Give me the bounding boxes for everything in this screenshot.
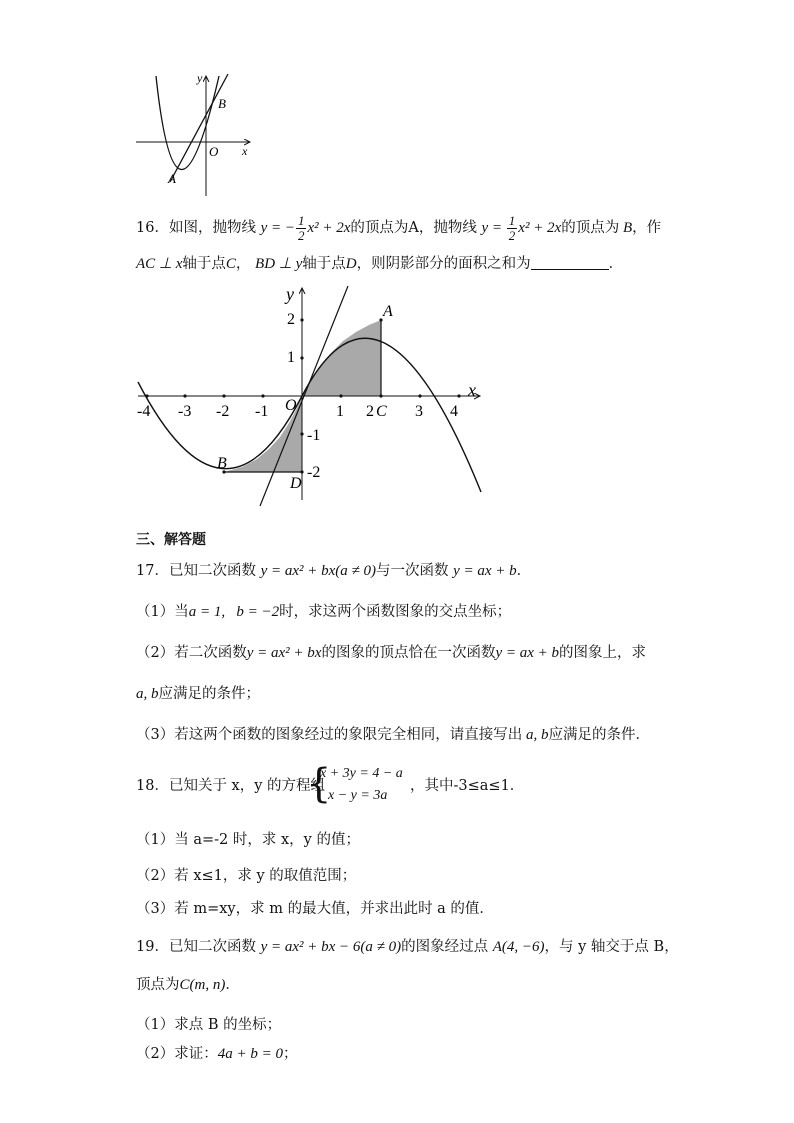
q18-equation-1: x + 3y = 4 − a bbox=[320, 766, 403, 781]
top-point-a-label: A bbox=[168, 171, 176, 186]
top-point-b-label: B bbox=[218, 96, 226, 111]
q16-point-c: C bbox=[225, 256, 236, 272]
q16-end: ． bbox=[608, 256, 624, 272]
q18-brace: { bbox=[306, 761, 332, 807]
q19-vertex: C(m, n) bbox=[179, 977, 226, 993]
shaded-region-right bbox=[302, 320, 381, 396]
x-tick-label: -2 bbox=[216, 403, 230, 420]
q16-number: 16． bbox=[136, 219, 169, 236]
x-tick-label: -3 bbox=[178, 403, 192, 420]
line-ab bbox=[170, 74, 228, 182]
fig16-origin-label: O bbox=[285, 397, 297, 414]
q18-part1: （1）当 a=-2 时，求 x，y 的值； bbox=[136, 832, 360, 848]
q17-p2c: 的图象上，求 bbox=[559, 645, 647, 661]
q16-parabola-b: y = $\frac{1}{2}$ x² + 2x bbox=[481, 213, 562, 243]
q16-answer-blank[interactable] bbox=[531, 255, 609, 270]
q19-point-a: A(4, −6) bbox=[492, 939, 545, 955]
q18-stem-a: 已知关于 x，y 的方程组 bbox=[168, 778, 326, 794]
q17-part3 bbox=[136, 725, 650, 745]
q19-number: 19． bbox=[136, 939, 169, 955]
top-origin-label: O bbox=[209, 144, 219, 159]
q19-stem-a: 已知二次函数 bbox=[168, 939, 256, 955]
q16-text-3: 的顶点为 bbox=[561, 219, 620, 236]
q16-point-b: B bbox=[619, 219, 633, 236]
q17-p2-quadratic: y = ax² + bx bbox=[246, 645, 322, 661]
q17-part2 bbox=[136, 643, 646, 663]
point-d-label: D bbox=[290, 475, 302, 492]
x-tick-label: -1 bbox=[255, 403, 269, 420]
point-a-label: A bbox=[383, 303, 393, 320]
q18-part2: （2）若 x≤1，求 y 的取值范围； bbox=[136, 868, 357, 884]
q19-stem bbox=[136, 937, 679, 957]
q17-stem-c: ． bbox=[516, 563, 532, 579]
q19-stem-d: 顶点为 bbox=[136, 977, 180, 993]
q16-bd-perp: BD ⊥ y bbox=[255, 256, 303, 272]
y-tick-label: -1 bbox=[307, 427, 321, 444]
top-figure bbox=[130, 68, 260, 200]
q17-stem bbox=[136, 561, 531, 581]
y-tick-label: 2 bbox=[287, 311, 295, 328]
q17-p2-ab: a, b bbox=[136, 686, 159, 702]
q17-stem-b: 与一次函数 bbox=[376, 563, 449, 579]
q19-stem-b: 的图象经过点 bbox=[401, 939, 489, 955]
q16-parabola-a: y = − $\frac{1}{2}$ x² + 2x bbox=[260, 213, 351, 243]
top-y-label: y bbox=[197, 71, 203, 85]
q16-point-d: D bbox=[345, 256, 357, 272]
fig16-y-label: y bbox=[286, 284, 294, 304]
q16-text-7: ，则阴影部分的面积之和为 bbox=[356, 256, 531, 272]
x-tick-label: -4 bbox=[137, 403, 151, 420]
q17-stem-a: 已知二次函数 bbox=[168, 563, 256, 579]
q17-part1 bbox=[136, 602, 511, 622]
q19-stem-c: ，与 y 轴交于点 B， bbox=[544, 939, 679, 955]
q16-text-6: 轴于点 bbox=[302, 256, 346, 272]
q18-equation-2: x − y = 3a bbox=[328, 788, 388, 803]
q19-part1: （1）求点 B 的坐标； bbox=[136, 1017, 282, 1033]
point-b-label: B bbox=[217, 455, 227, 472]
q17-linear: y = ax + b bbox=[453, 563, 517, 579]
q17-p2-linear: y = ax + b bbox=[495, 645, 560, 661]
x-tick-label: 3 bbox=[415, 403, 423, 420]
q17-part2-cont bbox=[136, 684, 260, 704]
q18-part3: （3）若 m=xy，求 m 的最大值，并求出此时 a 的值． bbox=[136, 901, 494, 917]
q17-p2b: 的图象的顶点恰在一次函数 bbox=[321, 645, 496, 661]
q17-p1b: 时，求这两个函数图象的交点坐标； bbox=[279, 604, 512, 620]
fig16-x-label: x bbox=[468, 380, 476, 400]
q16-line1 bbox=[136, 214, 661, 243]
q19-p2a: （2）求证： bbox=[136, 1046, 218, 1062]
q16-line2: AC ⊥ x轴于点C， BD ⊥ y轴于点D，则阴影部分的面积之和为 ． bbox=[136, 256, 624, 272]
q17-p3-ab: a, b bbox=[522, 727, 549, 743]
q19-stem-e: ． bbox=[225, 977, 240, 993]
x-tick-label: 1 bbox=[336, 403, 344, 420]
q16-text-5a: 轴于点 bbox=[182, 256, 226, 272]
q17-p2a: （2）若二次函数 bbox=[136, 645, 247, 661]
top-x-label: x bbox=[242, 144, 248, 158]
q17-p3a: （3）若这两个函数的图象经过的象限完全相同，请直接写出 bbox=[136, 727, 523, 743]
q17-p1-values: a = 1, b = −2 bbox=[188, 604, 280, 620]
q18-stem bbox=[136, 776, 325, 796]
y-tick-label: 1 bbox=[287, 349, 295, 366]
q17-p1a: （1）当 bbox=[136, 604, 189, 620]
q17-number: 17． bbox=[136, 563, 169, 579]
figure-16 bbox=[130, 282, 490, 508]
q18-stem-b: ，其中-3≤a≤1． bbox=[410, 778, 525, 794]
q19-p2b: ； bbox=[282, 1046, 298, 1062]
q19-function: y = ax² + bx − 6(a ≠ 0) bbox=[260, 939, 402, 955]
point-c-label: C bbox=[376, 403, 387, 420]
section-title: 三、解答题 bbox=[136, 532, 206, 548]
x-tick-label: 4 bbox=[450, 403, 458, 420]
y-tick-label: -2 bbox=[307, 464, 321, 481]
q16-text-1: 如图，抛物线 bbox=[168, 219, 256, 236]
q16-text-4: ，作 bbox=[632, 219, 662, 236]
q19-p2-equation: 4a + b = 0 bbox=[217, 1046, 283, 1062]
q17-p2d: 应满足的条件； bbox=[158, 686, 260, 702]
q16-ac-perp: AC ⊥ x bbox=[136, 256, 183, 272]
q17-quadratic: y = ax² + bx(a ≠ 0) bbox=[260, 563, 376, 579]
x-tick-label: 2 bbox=[366, 403, 374, 420]
q16-text-2: 的顶点为A，抛物线 bbox=[350, 219, 477, 236]
q18-number: 18． bbox=[136, 778, 169, 794]
q17-p3b: 应满足的条件． bbox=[548, 727, 650, 743]
q19-part2 bbox=[136, 1044, 297, 1064]
q19-stem-2 bbox=[136, 975, 240, 995]
